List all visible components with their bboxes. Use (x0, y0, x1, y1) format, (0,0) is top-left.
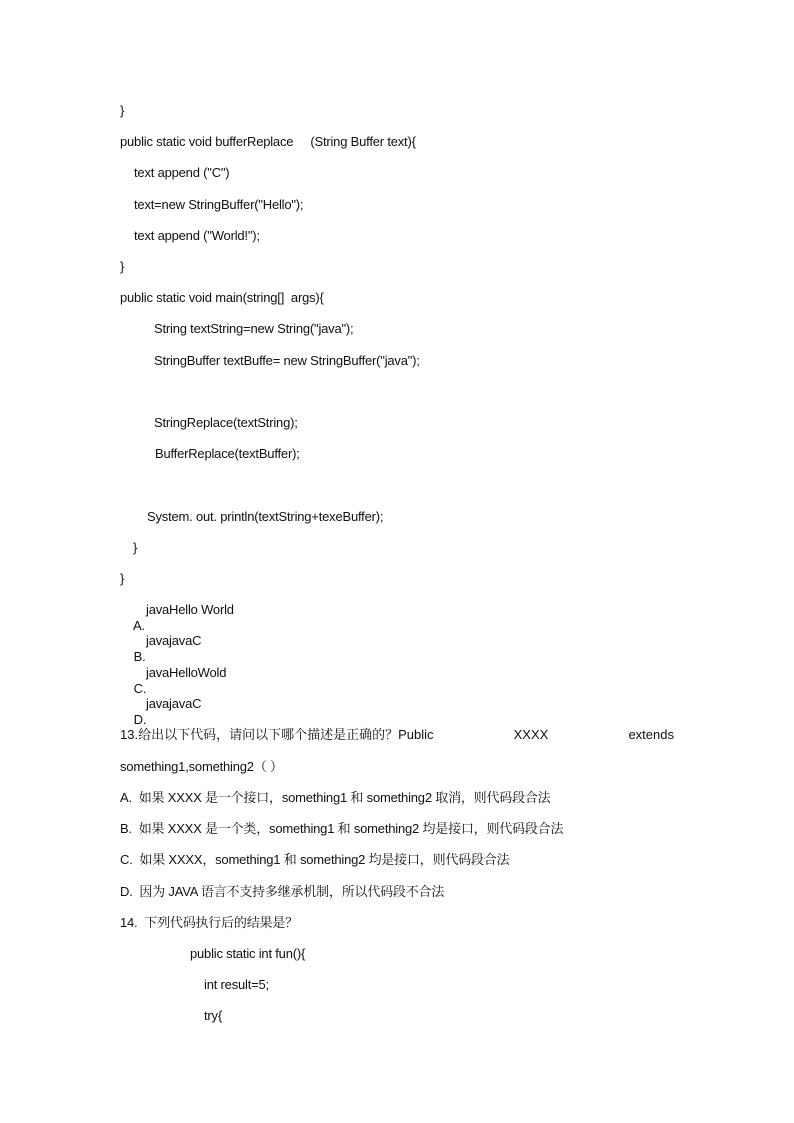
stem-part: 13.给出以下代码，请问以下哪个描述是正确的？Public (120, 727, 434, 742)
code-line: StringBuffer textBuffe= new StringBuffer("java"); (154, 353, 420, 368)
option-d-text: javajavaC (146, 696, 202, 711)
code-line: BufferReplace(textBuffer); (155, 446, 300, 461)
q13-option-a: A. 如果 XXXX 是一个接口，something1 和 something2 取消，则代码段合法 (120, 790, 551, 805)
code-line: } (133, 540, 138, 555)
question-14-stem: 14. 下列代码执行后的结果是？ (120, 915, 298, 930)
option-letter: B. (133, 649, 146, 664)
code-line: text append ("C") (134, 165, 230, 180)
code-line: } (120, 103, 125, 118)
option-letter: C. (133, 681, 147, 696)
question-13-stem (120, 727, 674, 743)
option-c-text: javaHelloWold (146, 665, 227, 680)
code-line: text=new StringBuffer("Hello"); (134, 197, 304, 212)
code-line: public static void main(string[] args){ (120, 290, 324, 305)
code-line: try{ (204, 1008, 222, 1023)
q13-option-c: C. 如果 XXXX，something1 和 something2 均是接口，则代码段合法 (120, 852, 510, 867)
code-line: StringReplace(textString); (154, 415, 298, 430)
option-letter: A. (132, 618, 145, 633)
code-line: text append ("World!"); (134, 228, 260, 243)
option-a-text: javaHello World (146, 602, 234, 617)
code-line: System. out. println(textString+texeBuffer); (147, 509, 384, 524)
code-line: } (120, 571, 125, 586)
stem-part: XXXX (513, 727, 549, 742)
code-line: int result=5; (204, 977, 269, 992)
q13-option-b: B. 如果 XXXX 是一个类，something1 和 something2 均是接口，则代码段合法 (120, 821, 564, 836)
stem-part: extends (628, 727, 674, 742)
code-line: String textString=new String("java"); (154, 321, 354, 336)
code-line: } (120, 259, 125, 274)
question-13-stem-line2: something1,something2（ ） (120, 759, 283, 774)
option-letter: D. (133, 712, 147, 727)
code-line: public static int fun(){ (190, 946, 306, 961)
code-line: public static void bufferReplace (String Buffer text){ (120, 134, 416, 149)
q13-option-d: D. 因为 JAVA 语言不支持多继承机制，所以代码段不合法 (120, 884, 445, 899)
option-b-text: javajavaC (146, 633, 202, 648)
